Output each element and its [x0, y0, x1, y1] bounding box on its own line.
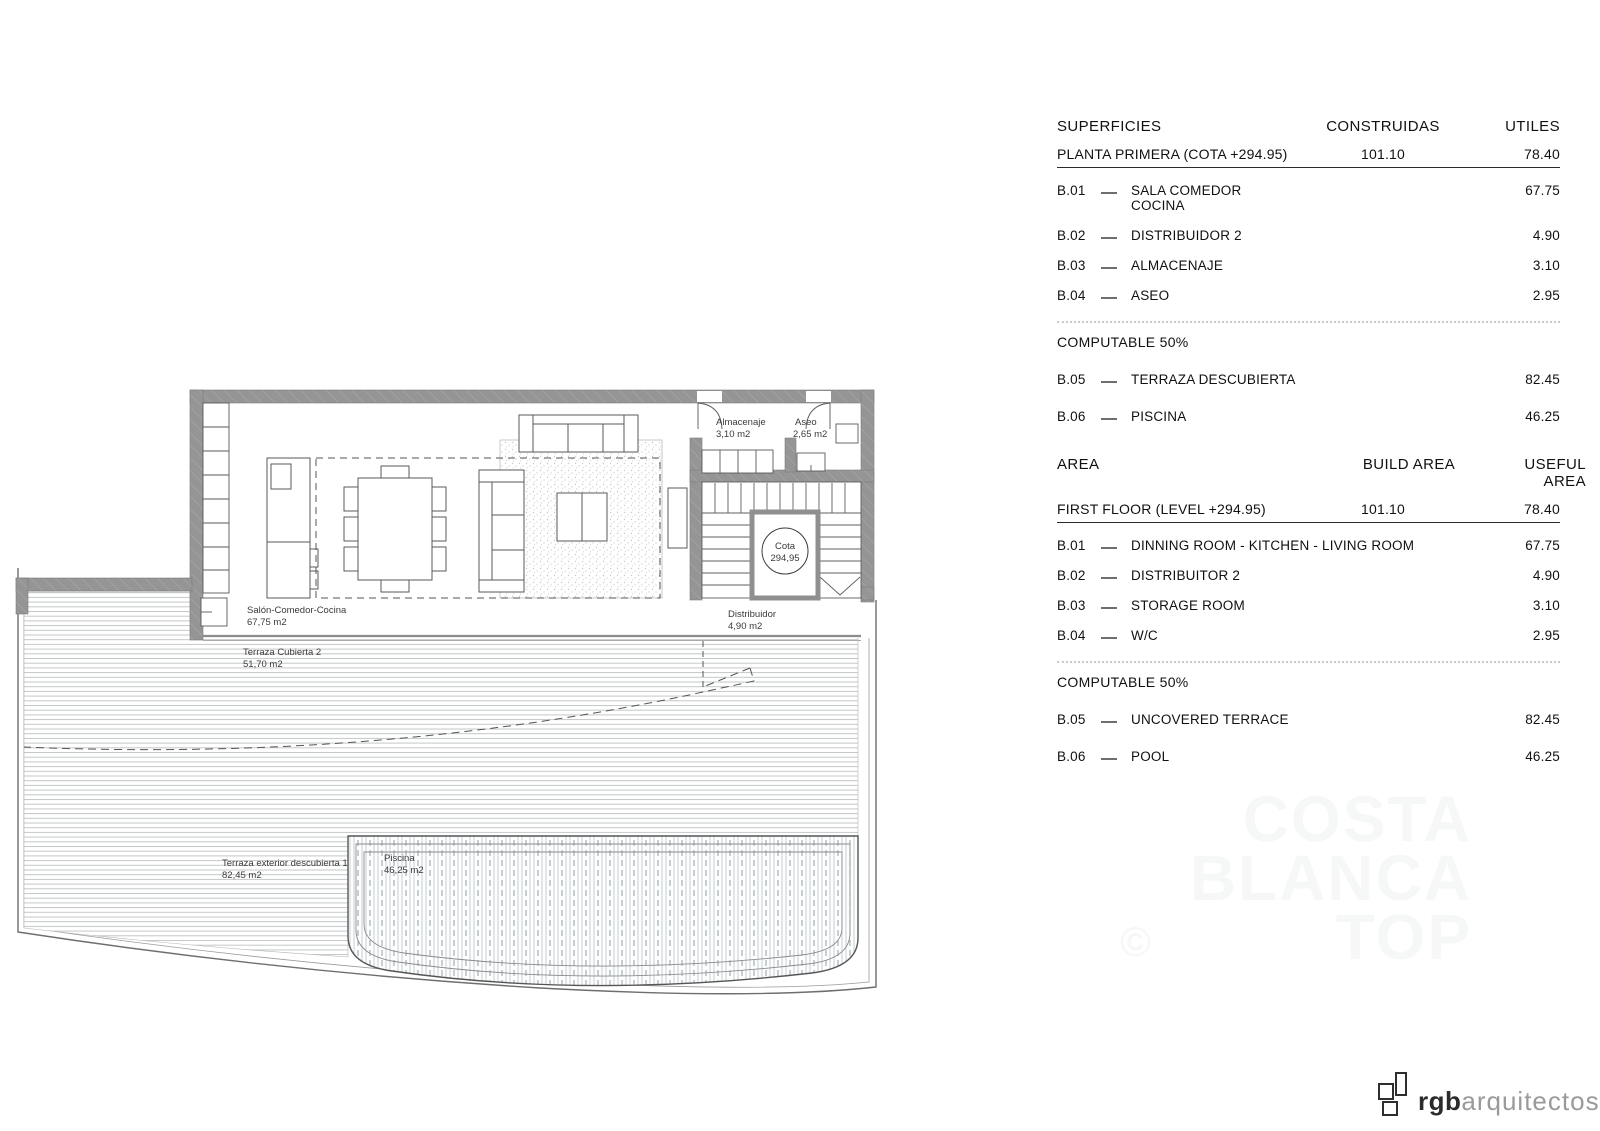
- watermark-line3: TOP: [1335, 901, 1472, 973]
- logo-text-light: arquitectos: [1461, 1086, 1600, 1116]
- row-code: B.01: [1057, 183, 1086, 198]
- table-row: [1057, 183, 1560, 213]
- tv-unit: [668, 488, 687, 548]
- coffee-table: [557, 493, 607, 541]
- table-row: B.06 PISCINA 46.25: [1057, 409, 1560, 424]
- dotted-separator: [1057, 321, 1560, 323]
- floor-useful: 78.40: [1523, 501, 1560, 517]
- label-piscina-area: 46,25 m2: [384, 865, 424, 876]
- label-aseo: Aseo: [795, 417, 817, 428]
- col-useful-area: USEFUL AREA: [1524, 456, 1586, 490]
- label-cota-value: 294,95: [770, 553, 800, 564]
- computable-label: COMPUTABLE 50%: [1057, 334, 1189, 350]
- sofa-top: [519, 415, 638, 452]
- col-utiles: UTILES: [1505, 118, 1560, 135]
- kitchen-island: [267, 458, 318, 598]
- watermark-line1: COSTA: [1242, 783, 1472, 855]
- floor-construidas: 101.10: [1360, 146, 1406, 162]
- table-row: B.03 ALMACENAJE 3.10: [1057, 258, 1560, 273]
- superficies-table: [1057, 118, 1560, 424]
- label-cota: Cota: [774, 541, 796, 552]
- floor-utiles: 78.40: [1523, 146, 1560, 162]
- label-aseo-area: 2,65 m2: [793, 429, 828, 440]
- table-row: B.01 DINNING ROOM - KITCHEN - LIVING ROOM 67.75: [1057, 538, 1560, 553]
- logo-text-bold: rgb: [1418, 1086, 1462, 1116]
- watermark-line2: BLANCA: [1189, 842, 1472, 914]
- table-row: B.02 DISTRIBUIDOR 2 4.90: [1057, 228, 1560, 243]
- table-row: B.02 DISTRIBUITOR 2 4.90: [1057, 568, 1560, 583]
- dotted-separator: [1057, 661, 1560, 663]
- label-terraza-cubierta-area: 51,70 m2: [243, 659, 283, 670]
- computable-label: COMPUTABLE 50%: [1057, 674, 1189, 690]
- stairs: [702, 482, 861, 598]
- table-row: B.04 ASEO 2.95: [1057, 288, 1560, 303]
- floor-label: FIRST FLOOR (LEVEL +294.95): [1057, 501, 1266, 517]
- col-construidas: CONSTRUIDAS: [1326, 118, 1440, 135]
- rgb-arquitectos-logo: [1378, 1072, 1600, 1118]
- col-build-area: BUILD AREA: [1362, 456, 1456, 473]
- row-name: SALA COMEDOR COCINA: [1131, 183, 1242, 213]
- label-terraza-descubierta: Terraza exterior descubierta 1: [222, 858, 348, 869]
- label-terraza-cubierta: Terraza Cubierta 2: [243, 647, 322, 658]
- table-row: B.05 UNCOVERED TERRACE 82.45: [1057, 712, 1560, 727]
- superficies-title: SUPERFICIES: [1057, 118, 1162, 135]
- label-almacenaje-area: 3,10 m2: [716, 429, 751, 440]
- floor-label: PLANTA PRIMERA (COTA +294.95): [1057, 146, 1288, 162]
- label-distribuidor-area: 4,90 m2: [728, 621, 763, 632]
- logo-text: [1418, 1088, 1600, 1118]
- area-title: AREA: [1057, 456, 1100, 473]
- label-piscina: Piscina: [384, 853, 415, 864]
- table-row: B.03 STORAGE ROOM 3.10: [1057, 598, 1560, 613]
- table-row: B.06 POOL 46.25: [1057, 749, 1560, 764]
- label-distribuidor: Distribuidor: [728, 609, 777, 620]
- dining-table: [344, 466, 446, 592]
- row-value: 67.75: [1525, 183, 1560, 198]
- table-row: B.04 W/C 2.95: [1057, 628, 1560, 643]
- label-terraza-descubierta-area: 82,45 m2: [222, 870, 262, 881]
- floor-build: 101.10: [1360, 501, 1406, 517]
- label-salon: Salón-Comedor-Cocina: [247, 605, 347, 616]
- pool: [348, 836, 858, 986]
- label-almacenaje: Almacenaje: [716, 417, 766, 428]
- sofa-left: [479, 470, 524, 592]
- floor-row: [1057, 501, 1560, 523]
- copyright-icon: ©: [1120, 918, 1153, 965]
- label-salon-area: 67,75 m2: [247, 617, 287, 628]
- floor-row: [1057, 146, 1560, 168]
- table-row: B.05 TERRAZA DESCUBIERTA 82.45: [1057, 372, 1560, 387]
- logo-squares-icon: [1378, 1072, 1410, 1118]
- area-table: [1057, 456, 1586, 764]
